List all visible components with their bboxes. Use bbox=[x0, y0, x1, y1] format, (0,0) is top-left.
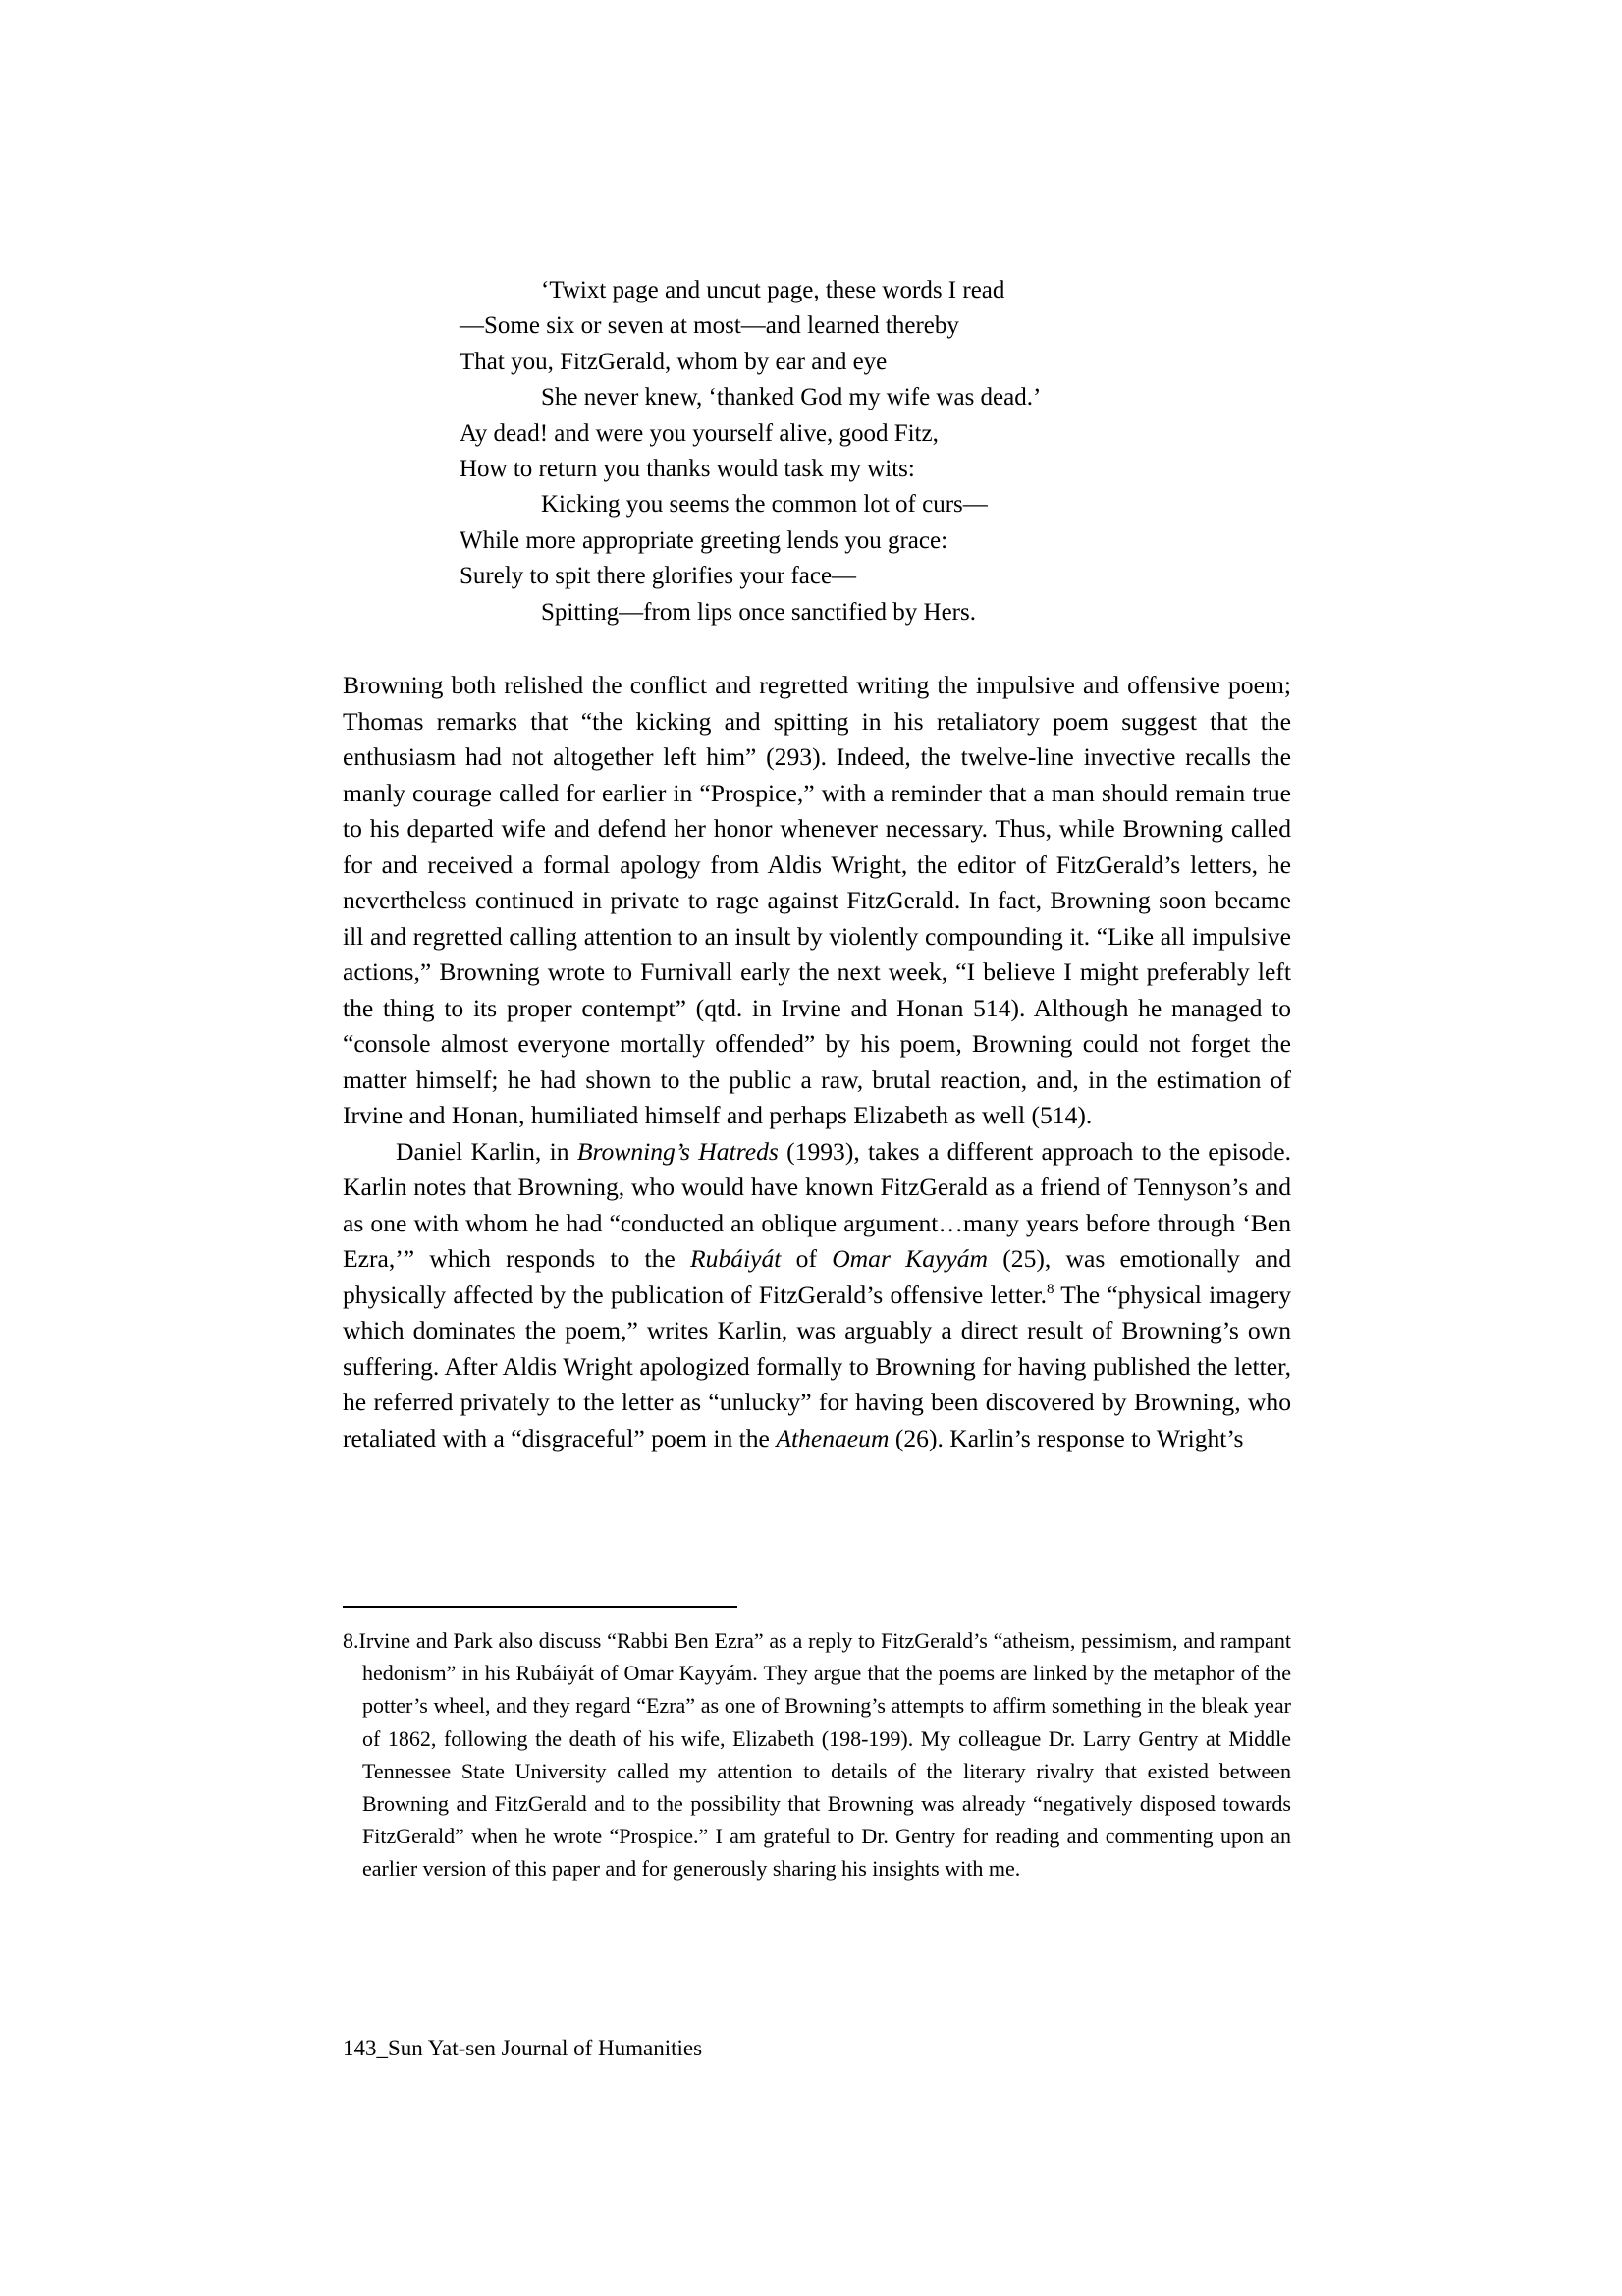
paragraph-text: Daniel Karlin, in bbox=[396, 1136, 577, 1166]
body-paragraph-1: Browning both relished the conflict and regretted writing the impulsive and offensive poem; Thomas remarks that “the kicking and spitting in his retaliatory poem suggest that the enthusiasm had not altogether left him” (293). Indeed, the twelve-line invective recalls the manly courage called for earlier in “Prospice,” with a reminder that a man should remain true to his departed wife and defend her honor whenever necessary. Thus, while Browning called for and received a formal apology from Aldis Wright, the editor of FitzGerald’s letters, he nevertheless continued in private to rage against FitzGerald. In fact, Browning soon became ill and regretted calling attention to an insult by violently compounding it. “Like all impulsive actions,” Browning wrote to Furnivall early the next week, “I believe I might preferably left the thing to its proper contempt” (qtd. in Irvine and Honan 514). Although he managed to “console almost everyone mortally offended” by his poem, Browning could not forget the matter himself; he had shown to the public a raw, brutal reaction, and, in the estimation of Irvine and Honan, humiliated himself and perhaps Elizabeth as well (514). bbox=[343, 671, 1291, 1129]
footnote-divider bbox=[343, 1606, 737, 1608]
book-title-browning-hatreds: Browning’s Hatreds bbox=[576, 1136, 779, 1166]
paragraph-text: The “physical imagery which dominates the poem,” writes Karlin, was arguably a direct result of Browning’s own suffering. After Aldis Wright apologized formally to Browning for having published the letter, he referred privately to the letter as “unlucky” for having been discovered by Browning, who retaliated with a “disgraceful” poem in the bbox=[343, 1280, 1291, 1452]
body-paragraph-2 bbox=[343, 1134, 1291, 1457]
poem-line: She never knew, ‘thanked God my wife was dead.’ bbox=[541, 384, 1042, 411]
paragraph-text: (26). Karlin’s response to Wright’s bbox=[889, 1423, 1244, 1452]
book-title-rubaiyat: Rubáiyát bbox=[690, 1244, 782, 1273]
periodical-title-athenaeum: Athenaeum bbox=[776, 1423, 890, 1452]
poem-block bbox=[460, 273, 1206, 630]
name-omar-kayyam: Omar Kayyám bbox=[832, 1244, 989, 1273]
poem-line: Spitting—from lips once sanctified by Hers. bbox=[541, 598, 976, 626]
footnote-reference[interactable]: 8 bbox=[1047, 1281, 1054, 1297]
paragraph-text: (1993), takes a different approach to the episode. Karlin notes that Browning, who would have known FitzGerald as a friend of Tennyson’s and as one with whom he had “conducted an oblique argument…many years before through ‘Ben Ezra,’” which responds to the bbox=[343, 1136, 1291, 1273]
poem-line: That you, FitzGerald, whom by ear and eye bbox=[460, 348, 888, 375]
poem-line: Kicking you seems the common lot of curs— bbox=[541, 491, 988, 519]
poem-line: —Some six or seven at most—and learned thereby bbox=[460, 312, 959, 340]
body-text bbox=[343, 668, 1291, 1456]
poem-line: ‘Twixt page and uncut page, these words I read bbox=[541, 277, 1005, 303]
poem-line: How to return you thanks would task my wits: bbox=[460, 456, 915, 483]
footnote-8: 8.Irvine and Park also discuss “Rabbi Ben Ezra” as a reply to FitzGerald’s “atheism, pessimism, and rampant hedonism” in his Rubáiyát of Omar Kayyám. They argue that the poems are linked by the metaphor of the potter’s wheel, and they regard “Ezra” as one of Browning’s attempts to affirm something in the bleak year of 1862, following the death of his wife, Elizabeth (198-199). My colleague Dr. Larry Gentry at Middle Tennessee State University called my attention to details of the literary rivalry that existed between Browning and FitzGerald and to the possibility that Browning was already “negatively disposed towards FitzGerald” when he wrote “Prospice.” I am grateful to Dr. Gentry for reading and commenting upon an earlier version of this paper and for generously sharing his insights with me. bbox=[343, 1628, 1291, 1882]
paragraph-text: (25), was emotionally and physically affected by the publication of FitzGerald’s offensive letter. bbox=[343, 1244, 1291, 1309]
paragraph-text: of bbox=[781, 1244, 833, 1273]
page-footer: 143_Sun Yat-sen Journal of Humanities bbox=[343, 2036, 703, 2060]
poem-line: Ay dead! and were you yourself alive, good Fitz, bbox=[460, 419, 939, 447]
poem-line: While more appropriate greeting lends you grace: bbox=[460, 526, 948, 554]
poem-line: Surely to spit there glorifies your face— bbox=[460, 563, 857, 590]
